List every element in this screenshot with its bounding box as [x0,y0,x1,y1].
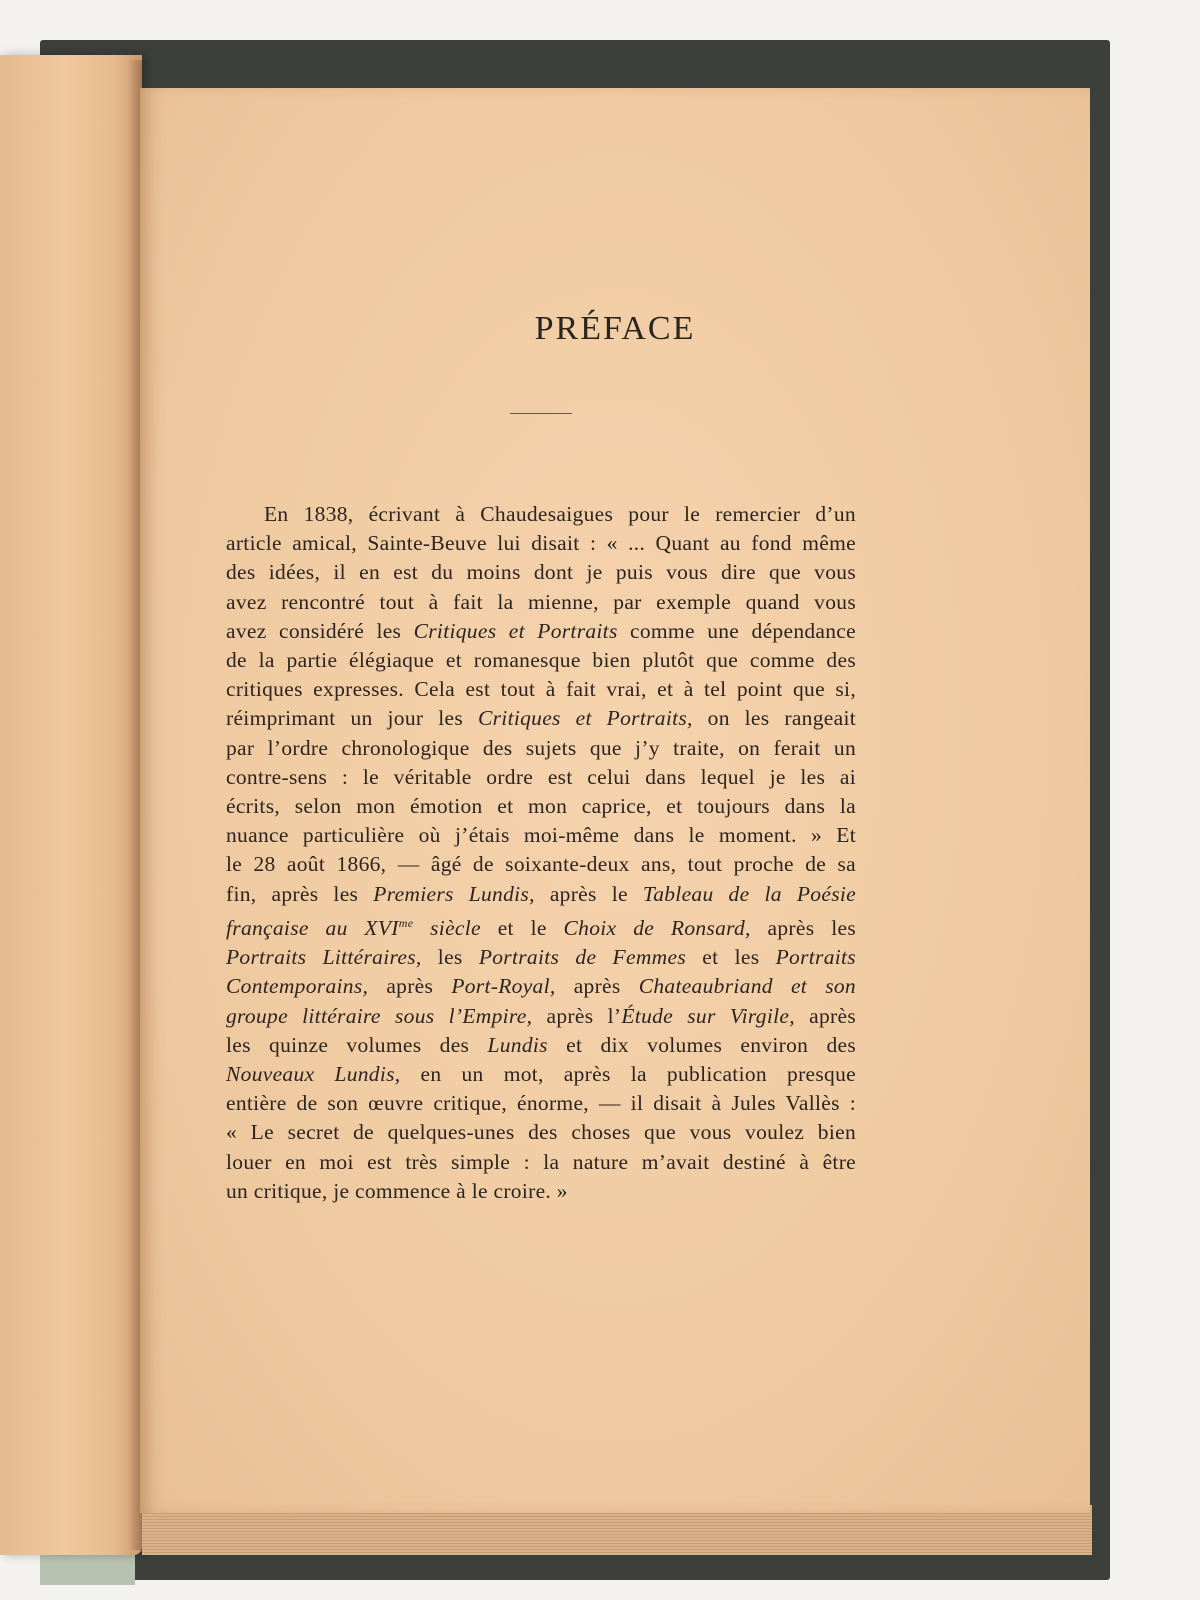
text-segment: En 1838, écrivant à Chaudesaigues pour le remercier d’un [264,502,856,526]
text-segment: fin, après les [226,881,374,906]
text-segment: Étude sur Virgile, [621,1003,795,1028]
text-segment: entière de son œuvre critique, énorme, — il disait à Jules Vallès : [226,1091,856,1116]
text-line [226,763,856,792]
text-segment: des idées, il en est du moins dont je puis vous dire que vous [226,560,856,585]
text-segment: après le [534,881,643,906]
text-segment: Portraits Littéraires, [226,945,422,970]
text-segment: siècle [413,916,481,940]
title-rule [510,413,572,414]
text-segment: on les rangeait [692,706,857,731]
text-segment: française au XVI [226,916,399,940]
text-segment: un critique, je commence à le croire. » [226,1178,568,1203]
text-segment: Portraits [775,945,856,970]
text-segment: les [421,945,479,970]
text-line [226,1148,856,1177]
right-page [140,88,1090,1513]
text-segment: de la partie élégiaque et romanesque bien plutôt que comme des [226,648,856,673]
text-line [226,1060,856,1089]
text-segment: Tableau de la Poésie [642,881,856,906]
text-line [226,821,856,850]
text-segment: Chateaubriand et son [638,974,856,999]
text-segment: me [398,915,414,930]
text-segment: critiques expresses. Cela est tout à fait vrai, et à tel point que si, [226,677,856,702]
text-segment: en un mot, après la publication presque [400,1062,856,1087]
text-line [226,850,856,879]
text-line [226,558,856,587]
text-segment: nuance particulière où j’étais moi-même dans le moment. » Et [226,823,856,848]
text-line [226,675,856,704]
text-line [226,1089,856,1118]
text-line [226,734,856,763]
text-segment: les quinze volumes des [226,1032,488,1057]
text-line [226,1177,856,1206]
text-line [226,529,856,558]
text-line [226,792,856,821]
text-segment: et dix volumes environ des [547,1032,857,1057]
text-segment: Choix de Ronsard, [563,916,751,940]
text-segment: après [555,974,639,999]
text-segment: Lundis [487,1032,548,1057]
text-segment: louer en moi est très simple : la nature m’avait destiné à être [226,1149,856,1174]
text-line [226,1118,856,1147]
text-segment: comme une dépendance [617,618,856,643]
text-line [226,500,856,529]
text-line [226,617,856,646]
text-line [226,646,856,675]
left-page [0,55,142,1555]
text-line [226,943,856,972]
text-segment: Port-Royal, [451,974,556,999]
text-segment: article amical, Sainte-Beuve lui disait : « ... Quant au fond même [226,531,856,556]
text-line [226,880,856,909]
text-segment: Contemporains, [226,974,369,999]
text-segment: par l’ordre chronologique des sujets que j’y traite, on ferait un [226,735,856,760]
text-segment: réimprimant un jour les [226,706,478,731]
text-segment: Premiers Lundis, [373,881,535,906]
text-line [226,704,856,733]
text-line [226,1031,856,1060]
text-segment: Critiques et Portraits [413,618,618,643]
text-segment: après [794,1003,856,1028]
text-segment: et le [480,916,564,940]
text-segment: avez considéré les [226,618,414,643]
page-title: PRÉFACE [534,310,696,347]
text-segment: « Le secret de quelques-unes des choses que vous voulez bien [226,1120,856,1145]
text-segment: Nouveaux Lundis, [226,1062,401,1087]
text-segment: groupe littéraire sous l’Empire, [226,1003,533,1028]
text-segment: Critiques et Portraits, [477,706,693,731]
text-segment: avez rencontré tout à fait la mienne, par exemple quand vous [226,589,856,614]
text-segment: écrits, selon mon émotion et mon caprice, et toujours dans la [226,794,856,819]
text-segment: après les [750,916,856,940]
text-segment: et les [686,945,776,970]
text-segment: après l’ [532,1003,622,1028]
text-line [226,1002,856,1031]
text-line [226,972,856,1001]
text-segment: après [368,974,452,999]
text-line [226,588,856,617]
text-segment: Portraits de Femmes [478,945,686,970]
text-segment: le 28 août 1866, — âgé de soixante-deux ans, tout proche de sa [226,852,856,877]
text-segment: contre-sens : le véritable ordre est celui dans lequel je les ai [226,764,856,789]
preface-text [226,500,856,1206]
text-line [226,909,856,943]
